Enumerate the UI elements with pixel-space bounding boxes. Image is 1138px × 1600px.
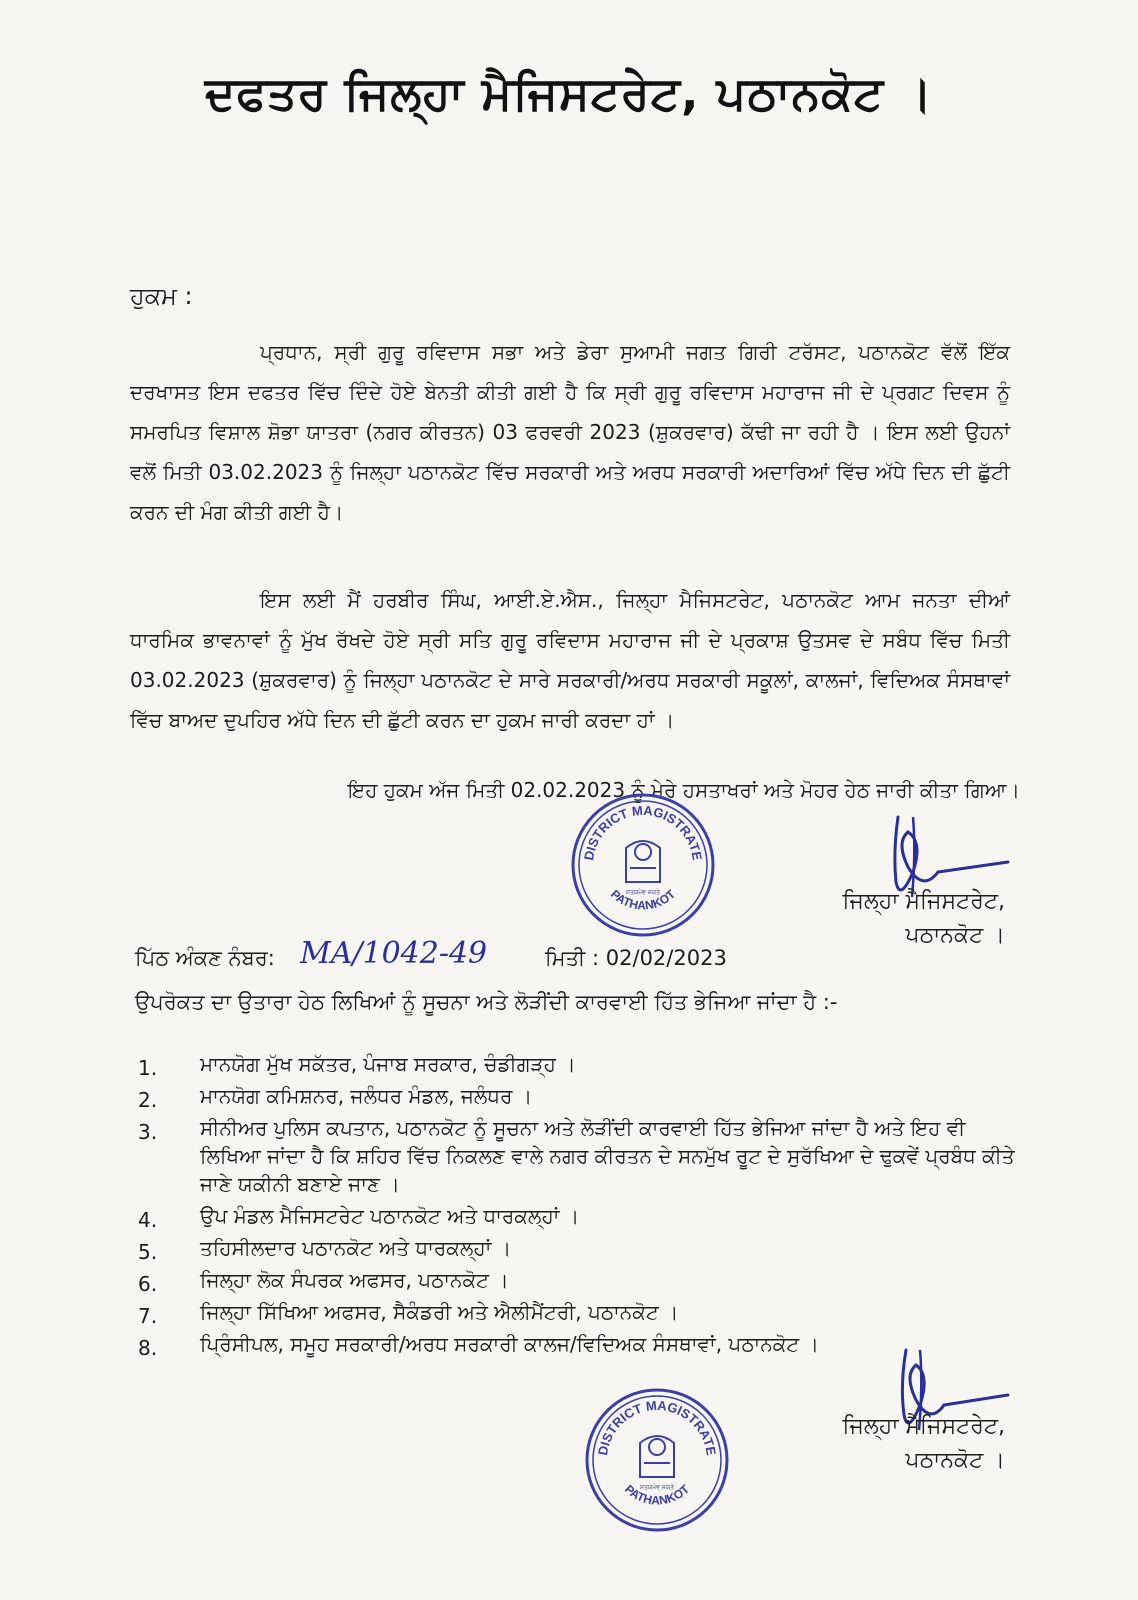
designation: ਜਿਲ੍ਹਾ ਮੈਜਿਸਟਰੇਟ, bbox=[842, 889, 1005, 914]
order-paragraph-3: ਇਹ ਹੁਕਮ ਅੱਜ ਮਿਤੀ 02.02.2023 ਨੂੰ ਮੇਰੇ ਹਸਤਾਖਰਾਂ ਅਤੇ ਮੋਹਰ ਹੇਠ ਜਾਰੀ ਕੀਤਾ ਗਿਆ। bbox=[347, 778, 1020, 802]
seal-bottom-text: PATHANKOT bbox=[607, 887, 679, 913]
list-item: 8. ਪ੍ਰਿੰਸੀਪਲ, ਸਮੂਹ ਸਰਕਾਰੀ/ਅਰਧ ਸਰਕਾਰੀ ਕਾਲਜ/ਵਿਦਿਅਕ ਸੰਸਥਾਵਾਂ, ਪਠਾਨਕੋਟ । bbox=[138, 1332, 819, 1360]
list-item: 3. ਸੀਨੀਅਰ ਪੁਲਿਸ ਕਪਤਾਨ, ਪਠਾਨਕੋਟ ਨੂੰ ਸੂਚਨਾ ਅਤੇ ਲੋੜੀਂਦੀ ਕਾਰਵਾਈ ਹਿੱਤ ਭੇਜਿਆ ਜਾਂਦਾ ਹੈ ਅਤੇ ਇਹ ਵੀ ਲਿਖਿਆ ਜਾਂਦਾ ਹੈ ਕਿ ਸ਼ਹਿਰ ਵਿੱਚ ਨਿਕਲਣ ਵਾਲੇ ਨਗਰ ਕੀਰਤਨ ਦੇ ਸਨਮੁੱਖ ਰੂਟ ਦੇ ਸੁਰੱਖਿਆ ਦੇ ਢੁਕਵੇਂ ਪ੍ਰਬੰਧ ਕੀਤੇ ਜਾਣੇ ਯਕੀਨੀ ਬਣਾਏ ਜਾਣ । bbox=[138, 1116, 1015, 1196]
seal-top-text: DISTRICT MAGISTRATE bbox=[581, 802, 705, 862]
recipient-list bbox=[130, 1050, 1020, 1362]
signature-block-2 bbox=[800, 1410, 1005, 1478]
list-item: 1. ਮਾਨਯੋਗ ਮੁੱਖ ਸਕੱਤਰ, ਪੰਜਾਬ ਸਰਕਾਰ, ਚੰਡੀਗੜ੍ਹ । bbox=[138, 1052, 576, 1080]
place: ਪਠਾਨਕੋਟ । bbox=[905, 1448, 1005, 1473]
order-label: ਹੁਕਮ : bbox=[130, 282, 193, 310]
designation: ਜਿਲ੍ਹਾ ਮੈਜਿਸਟਰੇਟ, bbox=[842, 1414, 1005, 1439]
list-item: 7. ਜਿਲ੍ਹਾ ਸਿੱਖਿਆ ਅਫਸਰ, ਸੈਕੰਡਰੀ ਅਤੇ ਐਲੀਮੈਂਟਰੀ, ਪਠਾਨਕੋਟ । bbox=[138, 1300, 679, 1328]
seal-motto: ਸਤਯਮੇਵ ਜਯਤੇ bbox=[639, 1484, 675, 1491]
order-paragraph-1-text: ਪ੍ਰਧਾਨ, ਸ੍ਰੀ ਗੁਰੂ ਰਵਿਦਾਸ ਸਭਾ ਅਤੇ ਡੇਰਾ ਸੁਆਮੀ ਜਗਤ ਗਿਰੀ ਟਰੱਸਟ, ਪਠਾਨਕੋਟ ਵੱਲੋਂ ਇੱਕ ਦਰਖਾਸਤ ਇਸ ਦਫਤਰ ਵਿੱਚ ਦਿੰਦੇ ਹੋਏ ਬੇਨਤੀ ਕੀਤੀ ਗਈ ਹੈ ਕਿ ਸ੍ਰੀ ਗੁਰੂ ਰਵਿਦਾਸ ਮਹਾਰਾਜ ਜੀ ਦੇ ਪ੍ਰਗਟ ਦਿਵਸ ਨੂੰ ਸਮਰਪਿਤ ਵਿਸ਼ਾਲ ਸ਼ੋਭਾ ਯਾਤਰਾ (ਨਗਰ ਕੀਰਤਨ) 03 ਫਰਵਰੀ 2023 (ਸ਼ੁਕਰਵਾਰ) ਕੱਢੀ ਜਾ ਰਹੀ ਹੈ । ਇਸ ਲਈ ਉਹਨਾਂ ਵਲੋਂ ਮਿਤੀ 03.02.2023 ਨੂੰ ਜਿਲ੍ਹਾ ਪਠਾਨਕੋਟ ਵਿੱਚ ਸਰਕਾਰੀ ਅਤੇ ਅਰਧ ਸਰਕਾਰੀ ਅਦਾਰਿਆਂ ਵਿੱਚ ਅੱਧੇ ਦਿਨ ਦੀ ਛੁੱਟੀ ਕਰਨ ਦੀ ਮੰਗ ਕੀਤੀ ਗਈ ਹੈ। bbox=[130, 340, 1010, 524]
list-item: 6. ਜਿਲ੍ਹਾ ਲੋਕ ਸੰਪਰਕ ਅਫਸਰ, ਪਠਾਨਕੋਟ । bbox=[138, 1268, 509, 1296]
order-paragraph-2 bbox=[130, 580, 1010, 740]
seal-motto: ਸਤਯਮੇਵ ਜਯਤੇ bbox=[625, 889, 661, 896]
list-item: 4. ਉਪ ਮੰਡਲ ਮੈਜਿਸਟਰੇਟ ਪਠਾਨਕੋਟ ਅਤੇ ਧਾਰਕਲ੍ਹਾਂ । bbox=[138, 1204, 580, 1232]
place: ਪਠਾਨਕੋਟ । bbox=[905, 923, 1005, 948]
district-magistrate-seal bbox=[568, 790, 718, 940]
seal-emblem-icon bbox=[582, 1385, 732, 1535]
endorsement-date: ਮਿਤੀ : 02/02/2023 bbox=[545, 946, 727, 970]
seal-top-text: DISTRICT MAGISTRATE bbox=[595, 1397, 719, 1457]
list-item: 5. ਤਹਿਸੀਲਦਾਰ ਪਠਾਨਕੋਟ ਅਤੇ ਧਾਰਕਲ੍ਹਾਂ । bbox=[138, 1236, 512, 1264]
list-item: 2. ਮਾਨਯੋਗ ਕਮਿਸ਼ਨਰ, ਜਲੰਧਰ ਮੰਡਲ, ਜਲੰਧਰ । bbox=[138, 1084, 533, 1112]
order-paragraph-1 bbox=[130, 332, 1010, 532]
office-title: ਦਫਤਰ ਜਿਲ੍ਹਾ ਮੈਜਿਸਟਰੇਟ, ਪਠਾਨਕੋਟ । bbox=[204, 66, 934, 120]
signature-block-1 bbox=[800, 885, 1005, 953]
seal-bottom-text: PATHANKOT bbox=[621, 1482, 693, 1508]
copy-forwarded-text: ਉਪਰੋਕਤ ਦਾ ਉਤਾਰਾ ਹੇਠ ਲਿਖਿਆਂ ਨੂੰ ਸੂਚਨਾ ਅਤੇ ਲੋੜੀਂਦੀ ਕਾਰਵਾਈ ਹਿੱਤ ਭੇਜਿਆ ਜਾਂਦਾ ਹੈ :- bbox=[135, 990, 838, 1014]
seal-emblem-icon bbox=[568, 790, 718, 940]
endorsement-number: MA/1042-49 bbox=[300, 936, 488, 971]
order-paragraph-2-text: ਇਸ ਲਈ ਮੈਂ ਹਰਬੀਰ ਸਿੰਘ, ਆਈ.ਏ.ਐਸ., ਜਿਲ੍ਹਾ ਮੈਜਿਸਟਰੇਟ, ਪਠਾਨਕੋਟ ਆਮ ਜਨਤਾ ਦੀਆਂ ਧਾਰਮਿਕ ਭਾਵਨਾਵਾਂ ਨੂੰ ਮੁੱਖ ਰੱਖਦੇ ਹੋਏ ਸ੍ਰੀ ਸਤਿ ਗੁਰੂ ਰਵਿਦਾਸ ਮਹਾਰਾਜ ਜੀ ਦੇ ਪ੍ਰਕਾਸ਼ ਉਤਸਵ ਦੇ ਸਬੰਧ ਵਿੱਚ ਮਿਤੀ 03.02.2023 (ਸ਼ੁਕਰਵਾਰ) ਨੂੰ ਜਿਲ੍ਹਾ ਪਠਾਨਕੋਟ ਦੇ ਸਾਰੇ ਸਰਕਾਰੀ/ਅਰਧ ਸਰਕਾਰੀ ਸਕੂਲਾਂ, ਕਾਲਜਾਂ, ਵਿਦਿਅਕ ਸੰਸਥਾਵਾਂ ਵਿੱਚ ਬਾਅਦ ਦੁਪਹਿਰ ਅੱਧੇ ਦਿਨ ਦੀ ਛੁੱਟੀ ਕਰਨ ਦਾ ਹੁਕਮ ਜਾਰੀ ਕਰਦਾ ਹਾਂ । bbox=[130, 588, 1010, 732]
district-magistrate-seal-2 bbox=[582, 1385, 732, 1535]
endorsement-label: ਪਿੱਠ ਅੰਕਣ ਨੰਬਰ: bbox=[135, 946, 275, 970]
